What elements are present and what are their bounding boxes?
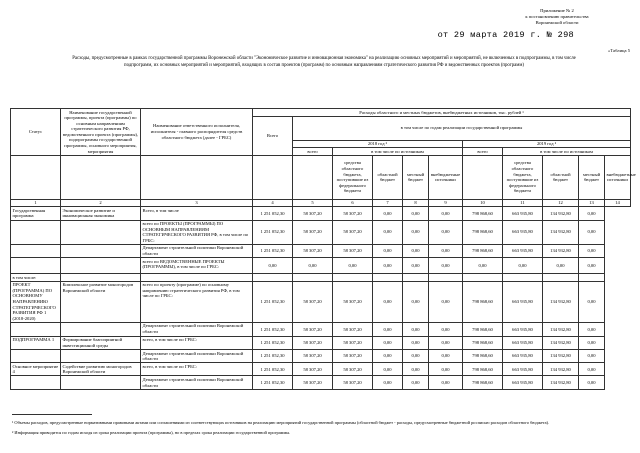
status-cell: [11, 322, 61, 336]
value-cell: 0,00: [373, 350, 403, 363]
value-cell: 0,00: [579, 258, 605, 274]
status-cell: [11, 244, 61, 257]
footnote-separator: [12, 414, 92, 415]
value-cell: 58 307,20: [293, 220, 333, 244]
value-cell: 0,00: [403, 363, 429, 376]
value-cell: 0,00: [579, 376, 605, 389]
value-cell: 58 307,20: [293, 376, 333, 389]
value-cell: 798 868,60: [463, 244, 503, 257]
column-number: 7: [373, 199, 403, 207]
col-header-sub-total: всего: [293, 148, 333, 156]
value-cell: 0,00: [579, 350, 605, 363]
value-cell: 0,00: [373, 244, 403, 257]
value-cell: 0,00: [429, 376, 463, 389]
gbrs-cell: Департамент строительной политики Воронежской области: [141, 322, 253, 336]
table-body: [11, 207, 631, 389]
column-number: 6: [333, 199, 373, 207]
value-cell: 58 307,20: [333, 376, 373, 389]
value-cell: 58 307,20: [333, 220, 373, 244]
name-cell: [61, 220, 141, 244]
value-cell: 0,00: [403, 220, 429, 244]
column-number: 2: [61, 199, 141, 207]
appendix-line: Воронежской области: [535, 20, 579, 25]
value-cell: 0,00: [543, 258, 579, 274]
value-cell: 0,00: [429, 244, 463, 257]
value-cell: 1 251 052,30: [253, 363, 293, 376]
column-number: 1: [11, 199, 61, 207]
value-cell: 0,00: [373, 258, 403, 274]
value-cell: 58 307,20: [293, 322, 333, 336]
gbrs-cell: Всего, в том числе: [141, 207, 253, 220]
value-cell: 0,00: [429, 220, 463, 244]
value-cell: 0,00: [373, 336, 403, 349]
column-number: 3: [141, 199, 253, 207]
value-cell: 0,00: [403, 322, 429, 336]
column-number: 11: [503, 199, 543, 207]
value-cell: 0,00: [373, 376, 403, 389]
status-cell: [11, 220, 61, 244]
value-cell: 0,00: [403, 207, 429, 220]
column-number: 4: [253, 199, 293, 207]
value-cell: 0,00: [463, 258, 503, 274]
name-cell: Экономическое развитие и инновационная экономика: [61, 207, 141, 220]
value-cell: 0,00: [429, 281, 463, 322]
status-cell: Государственная программа: [11, 207, 61, 220]
name-cell: [61, 274, 141, 282]
value-cell: [463, 274, 503, 282]
table-row: [11, 322, 631, 336]
table-row: [11, 281, 631, 322]
value-cell: 663 935,80: [503, 350, 543, 363]
value-cell: 798 868,60: [463, 220, 503, 244]
gbrs-cell: всего по ВЕДОМСТВЕННЫЕ ПРОЕКТЫ (ПРОГРАММЫ), в том числе по ГРБС:: [141, 258, 253, 274]
value-cell: 0,00: [253, 258, 293, 274]
value-cell: 0,00: [429, 322, 463, 336]
value-cell: 0,00: [579, 207, 605, 220]
value-cell: 1 251 052,30: [253, 376, 293, 389]
value-cell: 58 307,20: [333, 350, 373, 363]
value-cell: [543, 274, 579, 282]
col-header-status: Статус: [11, 109, 61, 156]
value-cell: 1 251 052,30: [253, 322, 293, 336]
value-cell: 58 307,20: [293, 281, 333, 322]
value-cell: 0,00: [429, 336, 463, 349]
name-cell: [61, 350, 141, 363]
col-header-gbrs: Наименование ответственного исполнителя, исполнителя - главного распорядителя средств областного бюджета (далее - ГРБС): [141, 109, 253, 156]
value-cell: 798 868,60: [463, 322, 503, 336]
column-number: 13: [579, 199, 605, 207]
value-cell: 663 935,80: [503, 220, 543, 244]
value-cell: 0,00: [403, 350, 429, 363]
name-cell: Формирование благоприятной инвестиционной среды: [61, 336, 141, 349]
table-row: [11, 244, 631, 257]
col-header-name: Наименование государственной программы, проекта (программы) по основным направлениям стратегического развития РФ, ведомственного проекта (программы), подпрограммы государственной программы, основного мероприятия, мероприятия: [61, 109, 141, 156]
value-cell: 1 251 052,30: [253, 244, 293, 257]
value-cell: 134 932,80: [543, 281, 579, 322]
table-row: [11, 363, 631, 376]
col-header-incl-sources: в том числе по источникам: [503, 148, 631, 156]
value-cell: 0,00: [373, 281, 403, 322]
value-cell: [503, 274, 543, 282]
value-cell: [579, 274, 605, 282]
value-cell: 0,00: [429, 207, 463, 220]
status-cell: [11, 258, 61, 274]
value-cell: 58 307,20: [293, 244, 333, 257]
value-cell: 0,00: [333, 258, 373, 274]
value-cell: 0,00: [579, 244, 605, 257]
value-cell: 0,00: [293, 258, 333, 274]
value-cell: [403, 274, 429, 282]
value-cell: 58 307,20: [293, 207, 333, 220]
value-cell: 0,00: [403, 336, 429, 349]
value-cell: 58 307,20: [333, 244, 373, 257]
value-cell: [253, 274, 293, 282]
column-numbers-row: [11, 199, 631, 207]
gbrs-cell: всего по ПРОЕКТЫ (ПРОГРАММЫ) ПО ОСНОВНЫМ НАПРАВЛЕНИЯМ СТРАТЕГИЧЕСКОГО РАЗВИТИЯ РФ, в том числе по ГРБС:: [141, 220, 253, 244]
document-title: Расходы, предусмотренные в рамках государственной программы Воронежской области "Экономическое развитие и инновационная экономика" на реализацию основных мероприятий и мероприятий, не включенных в подпрограммы, в том числе подпрограмм, их основных мероприятий и мероприятий, входящих в состав проектов (программ) по основным направлениям стратегического развития РФ и ведомственных проектов (программ): [72, 56, 576, 68]
name-cell: [61, 322, 141, 336]
value-cell: 0,00: [579, 281, 605, 322]
value-cell: 798 868,60: [463, 363, 503, 376]
name-cell: [61, 244, 141, 257]
gbrs-cell: всего, в том числе по ГРБС:: [141, 363, 253, 376]
value-cell: 0,00: [403, 244, 429, 257]
value-cell: 58 307,20: [293, 350, 333, 363]
col-header-federal: средства областного бюджета, поступившие из федерального бюджета: [333, 155, 373, 199]
value-cell: 58 307,20: [333, 322, 373, 336]
value-cell: 58 307,20: [333, 363, 373, 376]
value-cell: 663 935,80: [503, 376, 543, 389]
col-header-extrabudget: внебюджетные источники: [605, 155, 631, 199]
column-number: 10: [463, 199, 503, 207]
name-cell: [61, 376, 141, 389]
column-number: 8: [403, 199, 429, 207]
value-cell: 0,00: [373, 322, 403, 336]
col-header-local: местный бюджет: [579, 155, 605, 199]
value-cell: 134 932,80: [543, 244, 579, 257]
value-cell: 1 251 052,30: [253, 281, 293, 322]
col-header-federal: средства областного бюджета, поступившие из федерального бюджета: [503, 155, 543, 199]
value-cell: 0,00: [429, 258, 463, 274]
status-cell: ПРОЕКТ (ПРОГРАММА) ПО ОСНОВНОМУ НАПРАВЛЕНИЮ СТРАТЕГИЧЕСКОГО РАЗВИТИЯ РФ 1 (2018-2020): [11, 281, 61, 322]
value-cell: [429, 274, 463, 282]
status-cell: ПОДПРОГРАММА 1: [11, 336, 61, 349]
value-cell: 0,00: [429, 363, 463, 376]
value-cell: 134 932,80: [543, 376, 579, 389]
value-cell: 798 868,60: [463, 207, 503, 220]
table-row: [11, 350, 631, 363]
value-cell: 0,00: [579, 336, 605, 349]
value-cell: 0,00: [373, 220, 403, 244]
value-cell: [333, 274, 373, 282]
name-cell: Содействие развитию моногородов Воронежской области: [61, 363, 141, 376]
col-header-incl-sources: в том числе по источникам: [333, 148, 463, 156]
decree-date: от 29 марта 2019 г. № 298: [437, 30, 574, 40]
value-cell: 58 307,20: [333, 336, 373, 349]
footnotes: [12, 420, 622, 440]
col-header-period: в том числе по годам реализации государственной программы: [293, 116, 631, 140]
table-number: «Таблица 5: [608, 48, 630, 53]
table-row: [11, 258, 631, 274]
value-cell: 0,00: [579, 322, 605, 336]
value-cell: 798 868,60: [463, 376, 503, 389]
value-cell: 663 935,80: [503, 363, 543, 376]
value-cell: 134 932,80: [543, 363, 579, 376]
table-row: [11, 220, 631, 244]
column-number: 9: [429, 199, 463, 207]
value-cell: 0,00: [429, 350, 463, 363]
value-cell: 58 307,20: [293, 336, 333, 349]
footnote-1: ¹ Объемы расходов, предусмотренные нормативными правовыми актами или соглашениями из соответствующих источников на реализацию мероприятий государственной программы (областной бюджет - расходы, предусмотренные бюджетной росписью расходов областного бюджета).: [12, 420, 550, 425]
value-cell: [373, 274, 403, 282]
value-cell: 798 868,60: [463, 350, 503, 363]
name-cell: Комплексное развитие моногородов Воронежской области: [61, 281, 141, 322]
value-cell: 58 307,20: [293, 363, 333, 376]
status-cell: Основное мероприятие 4: [11, 363, 61, 376]
value-cell: 0,00: [403, 258, 429, 274]
value-cell: 58 307,20: [333, 207, 373, 220]
value-cell: 1 251 052,30: [253, 336, 293, 349]
gbrs-cell: всего по проекту (программе) по основному направлению стратегического развития РФ, в том числе по ГРБС:: [141, 281, 253, 322]
appendix-block: [492, 8, 622, 26]
value-cell: 1 251 052,30: [253, 207, 293, 220]
value-cell: 1 251 052,30: [253, 350, 293, 363]
table-row: [11, 207, 631, 220]
gbrs-cell: Департамент строительной политики Воронежской области: [141, 350, 253, 363]
value-cell: 663 935,80: [503, 207, 543, 220]
value-cell: 798 868,60: [463, 281, 503, 322]
col-header-regional: областной бюджет: [543, 155, 579, 199]
value-cell: 134 932,80: [543, 322, 579, 336]
col-header-funds: Расходы областного и местных бюджетов, внебюджетных источников, тыс. рублей ¹: [253, 109, 631, 117]
column-number: 5: [293, 199, 333, 207]
col-header-regional: областной бюджет: [373, 155, 403, 199]
footnote-2: ² Информация приводится по годам исходя из срока реализации проекта (программы), но в пределах срока реализации государственной программы.: [12, 430, 291, 435]
expenses-table: [10, 108, 636, 390]
value-cell: 1 251 052,30: [253, 220, 293, 244]
table-row: [11, 376, 631, 389]
table-row: [11, 274, 631, 282]
value-cell: 663 935,80: [503, 244, 543, 257]
gbrs-cell: всего, в том числе по ГРБС:: [141, 336, 253, 349]
column-number: 14: [605, 199, 631, 207]
value-cell: 0,00: [403, 281, 429, 322]
value-cell: 0,00: [579, 363, 605, 376]
value-cell: 134 932,80: [543, 350, 579, 363]
col-header-sub-total: всего: [463, 148, 503, 156]
col-header-total: Всего: [253, 116, 293, 155]
table-row: [11, 336, 631, 349]
status-cell: в том числе:: [11, 274, 61, 282]
value-cell: 0,00: [579, 220, 605, 244]
column-number: 12: [543, 199, 579, 207]
col-header-extrabudget: внебюджетные источники: [429, 155, 463, 199]
value-cell: 134 932,80: [543, 207, 579, 220]
status-cell: [11, 350, 61, 363]
value-cell: 0,00: [373, 207, 403, 220]
col-header-local: местный бюджет: [403, 155, 429, 199]
value-cell: 58 307,20: [333, 281, 373, 322]
gbrs-cell: [141, 274, 253, 282]
gbrs-cell: Департамент строительной политики Воронежской области: [141, 244, 253, 257]
value-cell: 134 932,80: [543, 220, 579, 244]
value-cell: 798 868,60: [463, 336, 503, 349]
value-cell: [293, 274, 333, 282]
value-cell: 0,00: [503, 258, 543, 274]
gbrs-cell: Департамент строительной политики Воронежской области: [141, 376, 253, 389]
status-cell: [11, 376, 61, 389]
col-header-year-2018: 2018 год ²: [293, 140, 463, 148]
value-cell: 663 935,80: [503, 336, 543, 349]
value-cell: 0,00: [403, 376, 429, 389]
col-header-year-2019: 2019 год ²: [463, 140, 631, 148]
value-cell: 134 932,80: [543, 336, 579, 349]
value-cell: 0,00: [373, 363, 403, 376]
appendix-line: к постановлению правительства: [525, 14, 589, 19]
value-cell: 663 935,80: [503, 322, 543, 336]
appendix-line: Приложение № 2: [540, 8, 574, 13]
name-cell: [61, 258, 141, 274]
value-cell: 663 935,80: [503, 281, 543, 322]
